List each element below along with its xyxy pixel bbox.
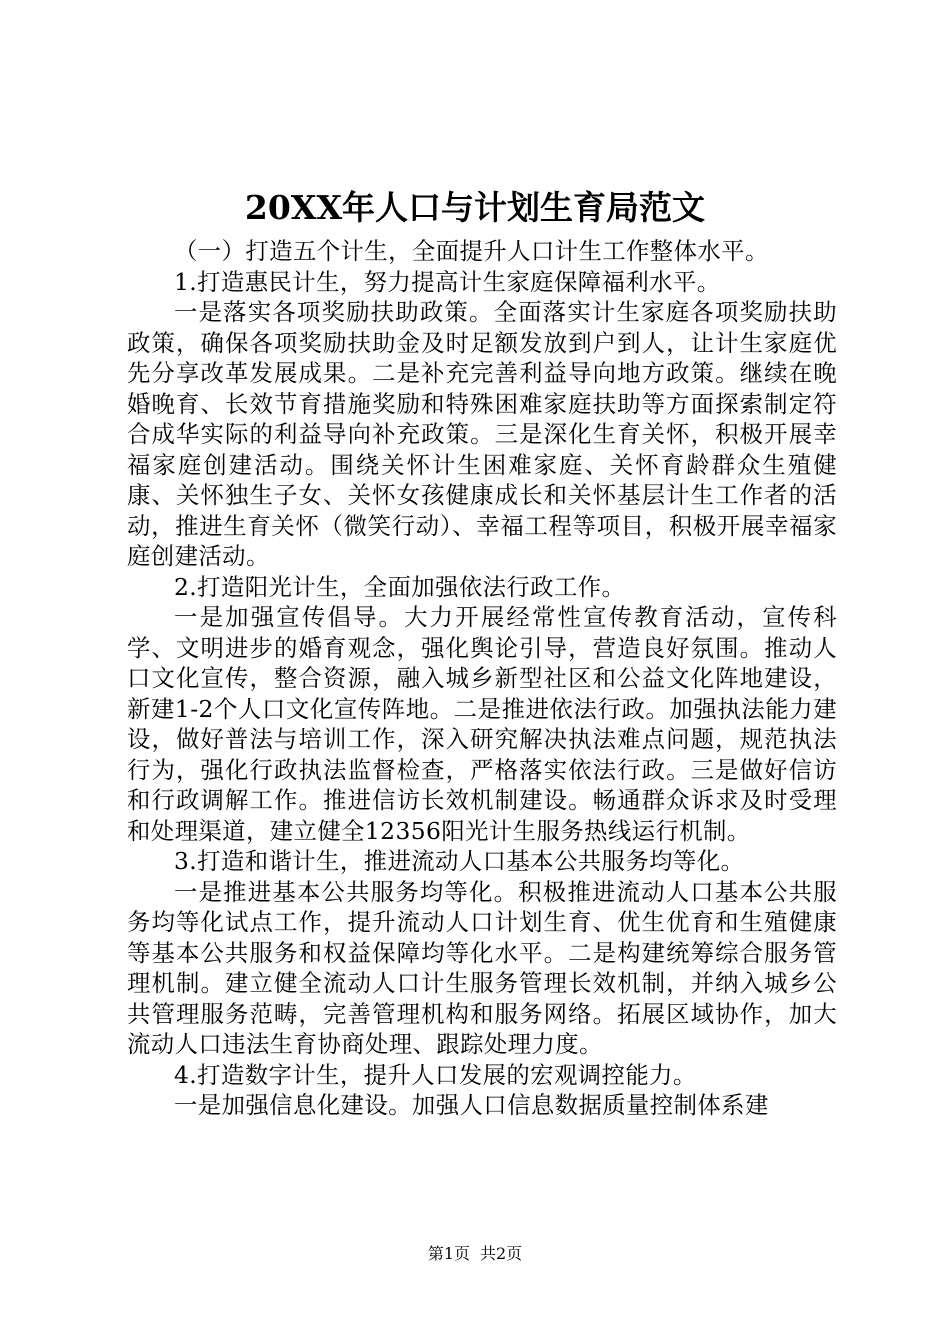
paragraph-item-4-heading: 4.打造数字计生，提升人口发展的宏观调控能力。	[174, 1060, 697, 1089]
paragraph-section-heading: （一）打造五个计生，全面提升人口计生工作整体水平。	[174, 237, 769, 265]
paragraph-item-2-body: 一是加强宣传倡导。大力开展经常性宣传教育活动，宣传科学、文明进步的婚育观念，强化舆论引导，营造良好氛围。推动人口文化宣传，整合资源，融入城乡新型社区和公益文化阵地建设，新建1-2个人口文化宣传阵地。二是推进依法行政。加强执法能力建设，做好普法与培训工作，深入研究解决执法难点问题，规范执法行为，强化行政执法监督检查，严格落实依法行政。三是做好信访和行政调解工作。推进信访长效机制建设。畅通群众诉求及时受理和处理渠道，建立健全12356阳光计生服务热线运行机制。	[127, 603, 837, 845]
page-total: 共2页	[480, 1244, 523, 1263]
document-title: 20XX年人口与计划生育局范文	[244, 188, 706, 227]
paragraph-item-1-body: 一是落实各项奖励扶助政策。全面落实计生家庭各项奖励扶助政策，确保各项奖励扶助金及时足额发放到户到人，让计生家庭优先分享改革发展成果。二是补充完善利益导向地方政策。继续在晚婚晚育、长效节育措施奖励和特殊困难家庭扶助等方面探索制定符合成华实际的利益导向补充政策。三是深化生育关怀，积极开展幸福家庭创建活动。围绕关怀计生困难家庭、关怀育龄群众生殖健康、关怀独生子女、关怀女孩健康成长和关怀基层计生工作者的活动，推进生育关怀（微笑行动）、幸福工程等项目，积极开展幸福家庭创建活动。	[127, 298, 837, 570]
paragraph-item-3-heading: 3.打造和谐计生，推进流动人口基本公共服务均等化。	[174, 847, 745, 875]
paragraph-item-2-heading: 2.打造阳光计生，全面加强依法行政工作。	[174, 572, 626, 601]
paragraph-item-4-body: 一是加强信息化建设。加强人口信息数据质量控制体系建	[174, 1091, 769, 1119]
page-footer	[0, 1243, 950, 1265]
page-number: 第1页	[427, 1244, 470, 1263]
paragraph-item-3-body: 一是推进基本公共服务均等化。积极推进流动人口基本公共服务均等化试点工作，提升流动人口计划生育、优生优育和生殖健康等基本公共服务和权益保障均等化水平。二是构建统筹综合服务管理机制。建立健全流动人口计生服务管理长效机制，并纳入城乡公共管理服务范畴，完善管理机构和服务网络。拓展区域协作，加大流动人口违法生育协商处理、跟踪处理力度。	[127, 877, 837, 1058]
document-body	[127, 236, 837, 1121]
paragraph-item-1-heading: 1.打造惠民计生，努力提高计生家庭保障福利水平。	[174, 267, 721, 296]
